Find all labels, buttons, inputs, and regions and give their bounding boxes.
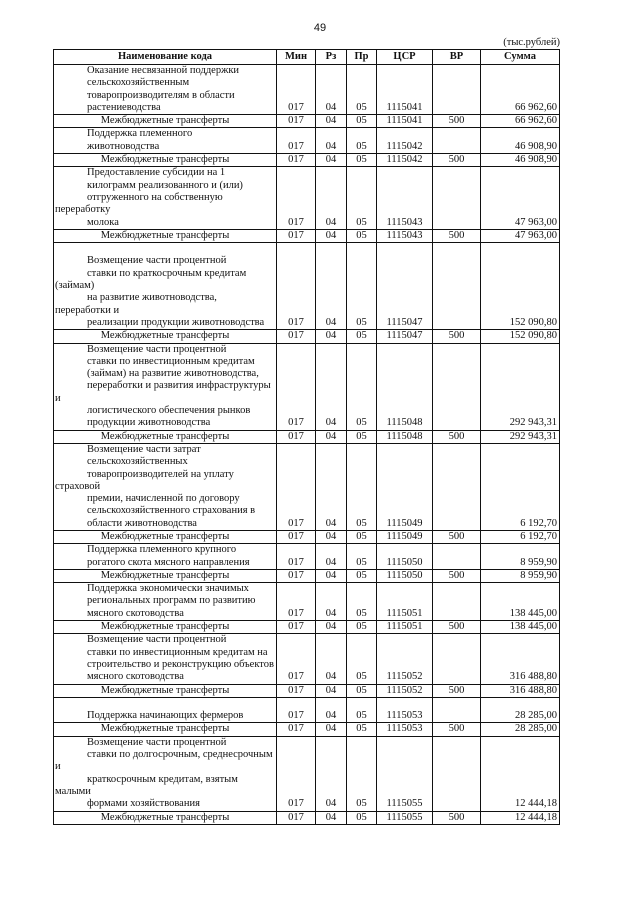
csr-cell: 1115049 <box>377 443 433 530</box>
transfer-row <box>54 569 560 582</box>
item-name-line: растениеводства <box>87 101 161 113</box>
rz-cell: 04 <box>316 128 347 154</box>
rz-cell: 04 <box>316 634 347 684</box>
item-name-line: Оказание несвязанной поддержки <box>87 65 240 76</box>
rz-cell: 04 <box>316 723 347 736</box>
item-name-line: (займам) на развитие животноводства, <box>87 368 259 380</box>
item-name-cell <box>54 343 277 430</box>
min-cell: 017 <box>277 154 316 167</box>
sum-cell: 316 488,80 <box>481 684 560 697</box>
sum-cell: 138 445,00 <box>481 621 560 634</box>
item-name-line: продукции животноводства <box>87 417 211 429</box>
pr-cell: 05 <box>347 115 377 128</box>
csr-cell: 1115053 <box>377 723 433 736</box>
sum-cell: 152 090,80 <box>481 330 560 343</box>
pr-cell: 05 <box>347 128 377 154</box>
item-name-line: сельскохозяйственного страхования в <box>87 505 256 517</box>
budget-table <box>53 49 560 825</box>
vr-cell: 500 <box>433 723 481 736</box>
sum-cell: 292 943,31 <box>481 343 560 430</box>
rz-cell: 04 <box>316 736 347 811</box>
budget-item-row <box>54 243 560 330</box>
sum-cell: 28 285,00 <box>481 697 560 723</box>
pr-cell: 05 <box>347 684 377 697</box>
unit-note: (тыс.рублей) <box>503 37 560 48</box>
pr-cell: 05 <box>347 697 377 723</box>
min-cell: 017 <box>277 736 316 811</box>
item-name-cell <box>54 167 277 229</box>
vr-cell: 500 <box>433 811 481 824</box>
col-header-vr: ВР <box>433 50 481 65</box>
item-name-line: Межбюджетные трансферты <box>100 229 230 241</box>
min-cell: 017 <box>277 128 316 154</box>
min-cell: 017 <box>277 443 316 530</box>
item-name-line: премии, начисленной по договору <box>87 493 240 505</box>
rz-cell: 04 <box>316 430 347 443</box>
pr-cell: 05 <box>347 621 377 634</box>
item-name-line <box>55 698 274 710</box>
sum-cell: 46 908,90 <box>481 128 560 154</box>
vr-cell <box>433 167 481 229</box>
transfer-row <box>54 229 560 242</box>
pr-cell: 05 <box>347 430 377 443</box>
csr-cell: 1115051 <box>377 583 433 621</box>
item-name-line: Возмещение части процентной <box>87 255 227 267</box>
transfer-row <box>54 115 560 128</box>
item-name-line: Поддержка племенного <box>87 128 193 140</box>
item-name-line: ставки по инвестиционным кредитам <box>87 355 255 367</box>
item-name-line: Возмещение части процентной <box>87 736 227 748</box>
vr-cell <box>433 343 481 430</box>
sum-cell: 66 962,60 <box>481 115 560 128</box>
transfer-row <box>54 811 560 824</box>
pr-cell: 05 <box>347 736 377 811</box>
item-name-cell <box>54 128 277 154</box>
min-cell: 017 <box>277 723 316 736</box>
budget-item-row <box>54 634 560 684</box>
item-name-cell <box>54 583 277 621</box>
min-cell: 017 <box>277 634 316 684</box>
vr-cell <box>433 634 481 684</box>
pr-cell: 05 <box>347 154 377 167</box>
vr-cell <box>433 736 481 811</box>
item-name-line: Возмещение части затрат <box>87 443 201 455</box>
item-name-line: Межбюджетные трансферты <box>100 621 230 633</box>
transfer-row <box>54 430 560 443</box>
min-cell: 017 <box>277 621 316 634</box>
min-cell: 017 <box>277 811 316 824</box>
transfer-row <box>54 530 560 543</box>
item-name-line: Межбюджетные трансферты <box>100 811 230 823</box>
csr-cell: 1115041 <box>377 115 433 128</box>
budget-item-row <box>54 343 560 430</box>
csr-cell: 1115041 <box>377 65 433 115</box>
rz-cell: 04 <box>316 229 347 242</box>
sum-cell: 46 908,90 <box>481 154 560 167</box>
sum-cell: 12 444,18 <box>481 811 560 824</box>
item-name-line: сельскохозяйственным <box>87 77 190 89</box>
rz-cell: 04 <box>316 697 347 723</box>
item-name-line: реализации продукции животноводства <box>87 316 265 328</box>
item-name-line: Межбюджетные трансферты <box>100 723 230 735</box>
budget-item-row <box>54 544 560 570</box>
sum-cell: 6 192,70 <box>481 443 560 530</box>
rz-cell: 04 <box>316 544 347 570</box>
csr-cell: 1115051 <box>377 621 433 634</box>
csr-cell: 1115043 <box>377 229 433 242</box>
item-name-line: Поддержка племенного крупного <box>87 544 237 556</box>
sum-cell: 8 959,90 <box>481 569 560 582</box>
budget-item-row <box>54 65 560 115</box>
item-name-line: товаропроизводителям в области <box>87 89 235 101</box>
item-name-line: ставки по инвестиционным кредитам на <box>87 646 268 658</box>
rz-cell: 04 <box>316 115 347 128</box>
min-cell: 017 <box>277 544 316 570</box>
min-cell: 017 <box>277 115 316 128</box>
vr-cell: 500 <box>433 430 481 443</box>
vr-cell: 500 <box>433 569 481 582</box>
csr-cell: 1115042 <box>377 128 433 154</box>
transfer-row <box>54 621 560 634</box>
budget-item-row <box>54 736 560 811</box>
sum-cell: 138 445,00 <box>481 583 560 621</box>
item-name-cell <box>54 723 277 736</box>
item-name-line: Возмещение части процентной <box>87 634 227 646</box>
vr-cell <box>433 443 481 530</box>
csr-cell: 1115052 <box>377 684 433 697</box>
col-header-name: Наименование кода <box>54 50 277 65</box>
col-header-csr: ЦСР <box>377 50 433 65</box>
min-cell: 017 <box>277 530 316 543</box>
pr-cell: 05 <box>347 65 377 115</box>
item-name-cell <box>54 697 277 723</box>
item-name-cell <box>54 65 277 115</box>
csr-cell: 1115048 <box>377 343 433 430</box>
item-name-cell <box>54 243 277 330</box>
item-name-line: Межбюджетные трансферты <box>100 530 230 542</box>
item-name-line: области животноводства <box>87 517 197 529</box>
item-name-line: ставки по долгосрочным, среднесрочным и <box>55 749 273 773</box>
pr-cell: 05 <box>347 569 377 582</box>
min-cell: 017 <box>277 430 316 443</box>
min-cell: 017 <box>277 684 316 697</box>
csr-cell: 1115055 <box>377 811 433 824</box>
sum-cell: 47 963,00 <box>481 167 560 229</box>
csr-cell: 1115050 <box>377 544 433 570</box>
csr-cell: 1115048 <box>377 430 433 443</box>
rz-cell: 04 <box>316 621 347 634</box>
pr-cell: 05 <box>347 634 377 684</box>
min-cell: 017 <box>277 243 316 330</box>
vr-cell: 500 <box>433 115 481 128</box>
rz-cell: 04 <box>316 684 347 697</box>
pr-cell: 05 <box>347 167 377 229</box>
item-name-line: молока <box>87 216 119 228</box>
min-cell: 017 <box>277 583 316 621</box>
col-header-rz: Рз <box>316 50 347 65</box>
item-name-cell <box>54 443 277 530</box>
col-header-sum: Сумма <box>481 50 560 65</box>
item-name-line: животноводства <box>87 140 160 152</box>
budget-item-row <box>54 443 560 530</box>
item-name-line: строительство и реконструкцию объектов <box>87 658 274 670</box>
item-name-cell <box>54 811 277 824</box>
budget-item-row <box>54 697 560 723</box>
transfer-row <box>54 330 560 343</box>
rz-cell: 04 <box>316 243 347 330</box>
item-name-line: логистического обеспечения рынков <box>87 405 251 417</box>
transfer-row <box>54 684 560 697</box>
sum-cell: 28 285,00 <box>481 723 560 736</box>
item-name-line: мясного скотоводства <box>87 671 184 683</box>
item-name-line: краткосрочным кредитам, взятым малыми <box>55 773 238 797</box>
transfer-row <box>54 154 560 167</box>
sum-cell: 66 962,60 <box>481 65 560 115</box>
vr-cell <box>433 128 481 154</box>
vr-cell <box>433 65 481 115</box>
sum-cell: 152 090,80 <box>481 243 560 330</box>
item-name-cell <box>54 530 277 543</box>
sum-cell: 292 943,31 <box>481 430 560 443</box>
rz-cell: 04 <box>316 167 347 229</box>
min-cell: 017 <box>277 569 316 582</box>
sum-cell: 47 963,00 <box>481 229 560 242</box>
item-name-line: Межбюджетные трансферты <box>100 684 230 696</box>
item-name-line <box>55 243 274 255</box>
csr-cell: 1115043 <box>377 167 433 229</box>
sum-cell: 12 444,18 <box>481 736 560 811</box>
rz-cell: 04 <box>316 154 347 167</box>
item-name-cell <box>54 154 277 167</box>
vr-cell <box>433 697 481 723</box>
csr-cell: 1115042 <box>377 154 433 167</box>
rz-cell: 04 <box>316 330 347 343</box>
item-name-line: переработки и развития инфраструктуры и <box>55 380 271 404</box>
item-name-line: килограмм реализованного и (или) <box>87 179 243 191</box>
rz-cell: 04 <box>316 583 347 621</box>
pr-cell: 05 <box>347 330 377 343</box>
sum-cell: 316 488,80 <box>481 634 560 684</box>
min-cell: 017 <box>277 65 316 115</box>
item-name-line: мясного скотоводства <box>87 607 184 619</box>
item-name-line: ставки по краткосрочным кредитам (займам) <box>55 267 247 292</box>
min-cell: 017 <box>277 229 316 242</box>
vr-cell: 500 <box>433 530 481 543</box>
item-name-line: формами хозяйствования <box>87 798 200 810</box>
vr-cell: 500 <box>433 684 481 697</box>
item-name-line: Возмещение части процентной <box>87 343 227 355</box>
vr-cell <box>433 583 481 621</box>
item-name-line: товаропроизводителей на уплату страховой <box>55 468 234 492</box>
budget-item-row <box>54 128 560 154</box>
item-name-cell <box>54 430 277 443</box>
min-cell: 017 <box>277 343 316 430</box>
item-name-cell <box>54 684 277 697</box>
item-name-cell <box>54 330 277 343</box>
pr-cell: 05 <box>347 343 377 430</box>
vr-cell: 500 <box>433 229 481 242</box>
item-name-cell <box>54 229 277 242</box>
item-name-cell <box>54 569 277 582</box>
min-cell: 017 <box>277 330 316 343</box>
vr-cell: 500 <box>433 154 481 167</box>
item-name-cell <box>54 736 277 811</box>
vr-cell: 500 <box>433 330 481 343</box>
item-name-cell <box>54 634 277 684</box>
budget-item-row <box>54 583 560 621</box>
pr-cell: 05 <box>347 811 377 824</box>
item-name-cell <box>54 544 277 570</box>
item-name-line: Межбюджетные трансферты <box>100 115 230 127</box>
rz-cell: 04 <box>316 811 347 824</box>
csr-cell: 1115052 <box>377 634 433 684</box>
csr-cell: 1115053 <box>377 697 433 723</box>
csr-cell: 1115055 <box>377 736 433 811</box>
pr-cell: 05 <box>347 229 377 242</box>
rz-cell: 04 <box>316 530 347 543</box>
page-number: 49 <box>313 22 327 34</box>
rz-cell: 04 <box>316 569 347 582</box>
pr-cell: 05 <box>347 243 377 330</box>
pr-cell: 05 <box>347 443 377 530</box>
csr-cell: 1115050 <box>377 569 433 582</box>
item-name-cell <box>54 115 277 128</box>
item-name-line: отгруженного на собственную переработку <box>55 191 223 216</box>
vr-cell <box>433 243 481 330</box>
min-cell: 017 <box>277 697 316 723</box>
pr-cell: 05 <box>347 723 377 736</box>
sum-cell: 6 192,70 <box>481 530 560 543</box>
csr-cell: 1115047 <box>377 243 433 330</box>
item-name-line: Поддержка экономически значимых <box>87 583 249 595</box>
item-name-line: Межбюджетные трансферты <box>100 330 230 342</box>
item-name-cell <box>54 621 277 634</box>
item-name-line: Межбюджетные трансферты <box>100 154 230 166</box>
item-name-line: на развитие животноводства, переработки и <box>55 292 217 316</box>
pr-cell: 05 <box>347 544 377 570</box>
csr-cell: 1115049 <box>377 530 433 543</box>
rz-cell: 04 <box>316 65 347 115</box>
vr-cell: 500 <box>433 621 481 634</box>
min-cell: 017 <box>277 167 316 229</box>
item-name-line: Предоставление субсидии на 1 <box>87 167 226 179</box>
vr-cell <box>433 544 481 570</box>
col-header-min: Мин <box>277 50 316 65</box>
rz-cell: 04 <box>316 443 347 530</box>
transfer-row <box>54 723 560 736</box>
item-name-line: сельскохозяйственных <box>87 456 188 468</box>
col-header-pr: Пр <box>347 50 377 65</box>
rz-cell: 04 <box>316 343 347 430</box>
pr-cell: 05 <box>347 583 377 621</box>
item-name-line: Поддержка начинающих фермеров <box>87 710 244 722</box>
item-name-line: Межбюджетные трансферты <box>100 569 230 581</box>
item-name-line: Межбюджетные трансферты <box>100 430 230 442</box>
item-name-line: рогатого скота мясного направления <box>87 556 250 568</box>
sum-cell: 8 959,90 <box>481 544 560 570</box>
pr-cell: 05 <box>347 530 377 543</box>
csr-cell: 1115047 <box>377 330 433 343</box>
item-name-line: региональных программ по развитию <box>87 595 256 607</box>
header-row <box>54 50 560 65</box>
budget-item-row <box>54 167 560 229</box>
